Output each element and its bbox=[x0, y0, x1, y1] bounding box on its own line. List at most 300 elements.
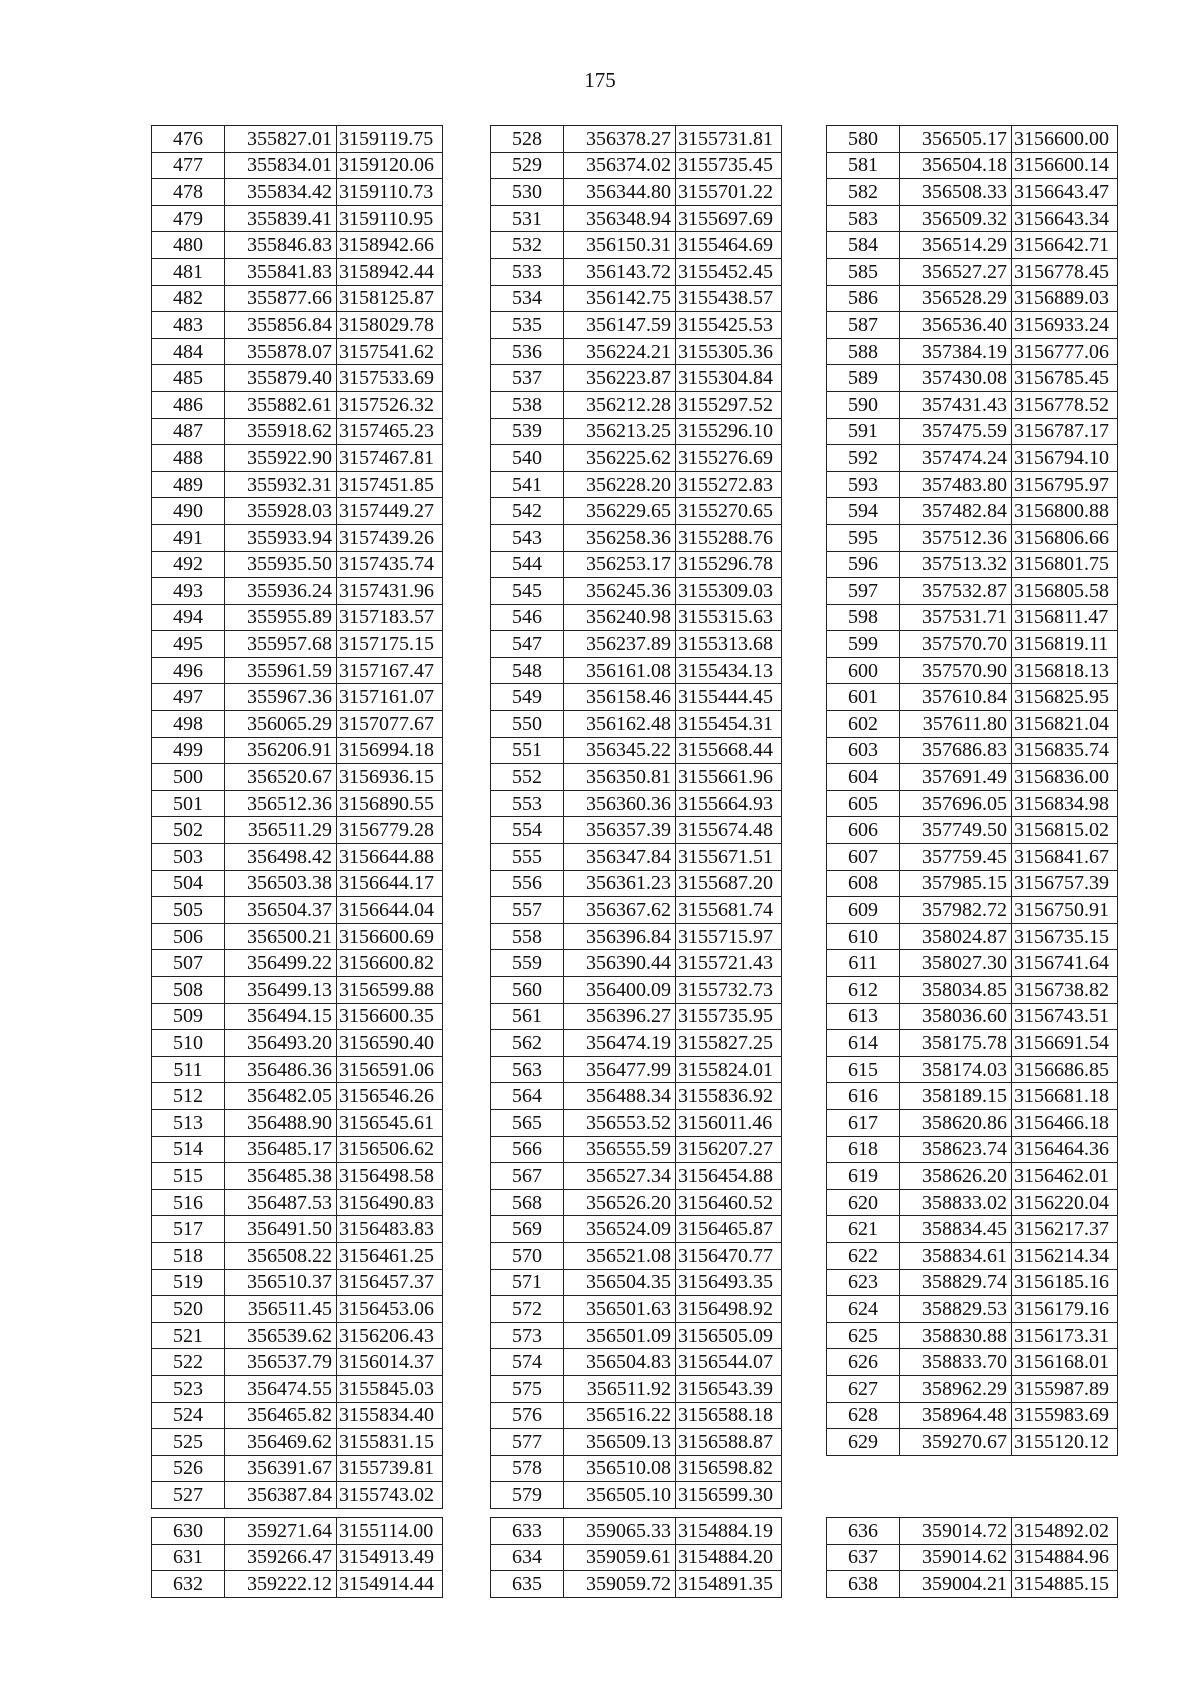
coordinates-table-top-right bbox=[826, 125, 1118, 1456]
point-number-cell: 579 bbox=[491, 1482, 564, 1509]
x-coordinate-cell: 356511.92 bbox=[564, 1375, 676, 1402]
x-coordinate-cell: 356147.59 bbox=[564, 312, 676, 339]
x-coordinate-cell: 356488.90 bbox=[225, 1109, 337, 1136]
x-coordinate-cell: 355933.94 bbox=[225, 524, 337, 551]
point-number-cell: 605 bbox=[827, 790, 900, 817]
point-number-cell: 580 bbox=[827, 126, 900, 153]
x-coordinate-cell: 356357.39 bbox=[564, 817, 676, 844]
point-number-cell: 615 bbox=[827, 1056, 900, 1083]
y-coordinate-cell: 3156598.82 bbox=[676, 1455, 782, 1482]
point-number-cell: 532 bbox=[491, 232, 564, 259]
table-row bbox=[827, 232, 1118, 259]
table-row bbox=[827, 258, 1118, 285]
x-coordinate-cell: 356396.84 bbox=[564, 923, 676, 950]
point-number-cell: 482 bbox=[152, 285, 225, 312]
y-coordinate-cell: 3156546.26 bbox=[337, 1083, 443, 1110]
y-coordinate-cell: 3155731.81 bbox=[676, 126, 782, 153]
table-row bbox=[491, 1322, 782, 1349]
point-number-cell: 531 bbox=[491, 205, 564, 232]
x-coordinate-cell: 358175.78 bbox=[900, 1030, 1012, 1057]
table-row bbox=[491, 126, 782, 153]
x-coordinate-cell: 355922.90 bbox=[225, 445, 337, 472]
table-row bbox=[491, 471, 782, 498]
x-coordinate-cell: 358027.30 bbox=[900, 950, 1012, 977]
x-coordinate-cell: 356494.15 bbox=[225, 1003, 337, 1030]
x-coordinate-cell: 359271.64 bbox=[225, 1518, 337, 1545]
x-coordinate-cell: 356486.36 bbox=[225, 1056, 337, 1083]
point-number-cell: 577 bbox=[491, 1429, 564, 1456]
table-row bbox=[827, 923, 1118, 950]
table-row bbox=[491, 1189, 782, 1216]
y-coordinate-cell: 3156644.04 bbox=[337, 897, 443, 924]
table-row bbox=[491, 817, 782, 844]
x-coordinate-cell: 356526.20 bbox=[564, 1189, 676, 1216]
x-coordinate-cell: 356528.29 bbox=[900, 285, 1012, 312]
x-coordinate-cell: 356391.67 bbox=[225, 1455, 337, 1482]
y-coordinate-cell: 3157451.85 bbox=[337, 471, 443, 498]
point-number-cell: 594 bbox=[827, 498, 900, 525]
point-number-cell: 556 bbox=[491, 870, 564, 897]
table-row bbox=[491, 1269, 782, 1296]
table-row bbox=[152, 285, 443, 312]
y-coordinate-cell: 3156644.88 bbox=[337, 844, 443, 871]
point-number-cell: 514 bbox=[152, 1136, 225, 1163]
y-coordinate-cell: 3155297.52 bbox=[676, 391, 782, 418]
x-coordinate-cell: 358174.03 bbox=[900, 1056, 1012, 1083]
y-coordinate-cell: 3157533.69 bbox=[337, 365, 443, 392]
table-row bbox=[491, 1136, 782, 1163]
y-coordinate-cell: 3156506.62 bbox=[337, 1136, 443, 1163]
x-coordinate-cell: 357475.59 bbox=[900, 418, 1012, 445]
x-coordinate-cell: 356487.53 bbox=[225, 1189, 337, 1216]
y-coordinate-cell: 3157465.23 bbox=[337, 418, 443, 445]
y-coordinate-cell: 3156815.02 bbox=[1012, 817, 1118, 844]
y-coordinate-cell: 3157167.47 bbox=[337, 657, 443, 684]
x-coordinate-cell: 358036.60 bbox=[900, 1003, 1012, 1030]
y-coordinate-cell: 3156777.06 bbox=[1012, 338, 1118, 365]
y-coordinate-cell: 3156681.18 bbox=[1012, 1083, 1118, 1110]
y-coordinate-cell: 3157526.32 bbox=[337, 391, 443, 418]
point-number-cell: 509 bbox=[152, 1003, 225, 1030]
point-number-cell: 526 bbox=[152, 1455, 225, 1482]
x-coordinate-cell: 356539.62 bbox=[225, 1322, 337, 1349]
x-coordinate-cell: 356491.50 bbox=[225, 1216, 337, 1243]
point-number-cell: 570 bbox=[491, 1242, 564, 1269]
y-coordinate-cell: 3155735.45 bbox=[676, 152, 782, 179]
table-row bbox=[152, 1349, 443, 1376]
y-coordinate-cell: 3156505.09 bbox=[676, 1322, 782, 1349]
y-coordinate-cell: 3155834.40 bbox=[337, 1402, 443, 1429]
y-coordinate-cell: 3155739.81 bbox=[337, 1455, 443, 1482]
table-row bbox=[152, 657, 443, 684]
point-number-cell: 633 bbox=[491, 1518, 564, 1545]
y-coordinate-cell: 3156836.00 bbox=[1012, 764, 1118, 791]
x-coordinate-cell: 357610.84 bbox=[900, 684, 1012, 711]
point-number-cell: 544 bbox=[491, 551, 564, 578]
point-number-cell: 618 bbox=[827, 1136, 900, 1163]
x-coordinate-cell: 355846.83 bbox=[225, 232, 337, 259]
table-row bbox=[827, 338, 1118, 365]
point-number-cell: 497 bbox=[152, 684, 225, 711]
y-coordinate-cell: 3156643.34 bbox=[1012, 205, 1118, 232]
coordinates-table-top-middle bbox=[490, 125, 782, 1509]
table-row bbox=[152, 498, 443, 525]
x-coordinate-cell: 357696.05 bbox=[900, 790, 1012, 817]
table-row bbox=[827, 711, 1118, 738]
table-row bbox=[152, 1003, 443, 1030]
point-number-cell: 518 bbox=[152, 1242, 225, 1269]
point-number-cell: 610 bbox=[827, 923, 900, 950]
y-coordinate-cell: 3155668.44 bbox=[676, 737, 782, 764]
x-coordinate-cell: 356361.23 bbox=[564, 870, 676, 897]
table-row bbox=[827, 604, 1118, 631]
table-row bbox=[152, 1242, 443, 1269]
y-coordinate-cell: 3156818.13 bbox=[1012, 657, 1118, 684]
point-number-cell: 578 bbox=[491, 1455, 564, 1482]
point-number-cell: 602 bbox=[827, 711, 900, 738]
y-coordinate-cell: 3156493.35 bbox=[676, 1269, 782, 1296]
x-coordinate-cell: 357384.19 bbox=[900, 338, 1012, 365]
y-coordinate-cell: 3155114.00 bbox=[337, 1518, 443, 1545]
y-coordinate-cell: 3156185.16 bbox=[1012, 1269, 1118, 1296]
table-row bbox=[491, 285, 782, 312]
x-coordinate-cell: 356520.67 bbox=[225, 764, 337, 791]
point-number-cell: 543 bbox=[491, 524, 564, 551]
y-coordinate-cell: 3155983.69 bbox=[1012, 1402, 1118, 1429]
y-coordinate-cell: 3157449.27 bbox=[337, 498, 443, 525]
point-number-cell: 596 bbox=[827, 551, 900, 578]
table-row bbox=[491, 604, 782, 631]
table-row bbox=[827, 418, 1118, 445]
point-number-cell: 551 bbox=[491, 737, 564, 764]
point-number-cell: 523 bbox=[152, 1375, 225, 1402]
x-coordinate-cell: 356485.38 bbox=[225, 1163, 337, 1190]
point-number-cell: 571 bbox=[491, 1269, 564, 1296]
y-coordinate-cell: 3156738.82 bbox=[1012, 977, 1118, 1004]
point-number-cell: 558 bbox=[491, 923, 564, 950]
y-coordinate-cell: 3155836.92 bbox=[676, 1083, 782, 1110]
table-row bbox=[491, 1296, 782, 1323]
y-coordinate-cell: 3154884.19 bbox=[676, 1518, 782, 1545]
x-coordinate-cell: 357749.50 bbox=[900, 817, 1012, 844]
x-coordinate-cell: 356477.99 bbox=[564, 1056, 676, 1083]
x-coordinate-cell: 357482.84 bbox=[900, 498, 1012, 525]
table-row bbox=[152, 471, 443, 498]
point-number-cell: 609 bbox=[827, 897, 900, 924]
y-coordinate-cell: 3156498.58 bbox=[337, 1163, 443, 1190]
table-row bbox=[491, 897, 782, 924]
y-coordinate-cell: 3155315.63 bbox=[676, 604, 782, 631]
y-coordinate-cell: 3156691.54 bbox=[1012, 1030, 1118, 1057]
y-coordinate-cell: 3158942.66 bbox=[337, 232, 443, 259]
x-coordinate-cell: 358829.74 bbox=[900, 1269, 1012, 1296]
y-coordinate-cell: 3158125.87 bbox=[337, 285, 443, 312]
y-coordinate-cell: 3155452.45 bbox=[676, 258, 782, 285]
table-row bbox=[827, 1349, 1118, 1376]
point-number-cell: 503 bbox=[152, 844, 225, 871]
y-coordinate-cell: 3156466.18 bbox=[1012, 1109, 1118, 1136]
y-coordinate-cell: 3156470.77 bbox=[676, 1242, 782, 1269]
x-coordinate-cell: 358834.45 bbox=[900, 1216, 1012, 1243]
table-row bbox=[491, 1482, 782, 1509]
x-coordinate-cell: 356537.79 bbox=[225, 1349, 337, 1376]
x-coordinate-cell: 356488.34 bbox=[564, 1083, 676, 1110]
y-coordinate-cell: 3156498.92 bbox=[676, 1296, 782, 1323]
x-coordinate-cell: 355935.50 bbox=[225, 551, 337, 578]
y-coordinate-cell: 3155743.02 bbox=[337, 1482, 443, 1509]
point-number-cell: 630 bbox=[152, 1518, 225, 1545]
y-coordinate-cell: 3156800.88 bbox=[1012, 498, 1118, 525]
table-row bbox=[827, 445, 1118, 472]
point-number-cell: 479 bbox=[152, 205, 225, 232]
coordinates-table-bottom-left bbox=[151, 1517, 443, 1598]
point-number-cell: 547 bbox=[491, 631, 564, 658]
table-row bbox=[491, 1056, 782, 1083]
point-number-cell: 576 bbox=[491, 1402, 564, 1429]
table-row bbox=[491, 1571, 782, 1598]
y-coordinate-cell: 3156644.17 bbox=[337, 870, 443, 897]
point-number-cell: 553 bbox=[491, 790, 564, 817]
table-row bbox=[152, 870, 443, 897]
point-number-cell: 483 bbox=[152, 312, 225, 339]
y-coordinate-cell: 3156490.83 bbox=[337, 1189, 443, 1216]
x-coordinate-cell: 355827.01 bbox=[225, 126, 337, 153]
table-row bbox=[152, 817, 443, 844]
table-row bbox=[152, 1269, 443, 1296]
table-row bbox=[827, 870, 1118, 897]
point-number-cell: 626 bbox=[827, 1349, 900, 1376]
table-row bbox=[152, 1544, 443, 1571]
x-coordinate-cell: 357759.45 bbox=[900, 844, 1012, 871]
table-row bbox=[491, 764, 782, 791]
y-coordinate-cell: 3158029.78 bbox=[337, 312, 443, 339]
table-row bbox=[152, 1322, 443, 1349]
x-coordinate-cell: 359270.67 bbox=[900, 1429, 1012, 1456]
point-number-cell: 513 bbox=[152, 1109, 225, 1136]
point-number-cell: 511 bbox=[152, 1056, 225, 1083]
x-coordinate-cell: 356504.37 bbox=[225, 897, 337, 924]
table-row bbox=[491, 790, 782, 817]
x-coordinate-cell: 356504.18 bbox=[900, 152, 1012, 179]
table-row bbox=[152, 1571, 443, 1598]
point-number-cell: 554 bbox=[491, 817, 564, 844]
y-coordinate-cell: 3156483.83 bbox=[337, 1216, 443, 1243]
x-coordinate-cell: 356505.17 bbox=[900, 126, 1012, 153]
y-coordinate-cell: 3156207.27 bbox=[676, 1136, 782, 1163]
x-coordinate-cell: 358830.88 bbox=[900, 1322, 1012, 1349]
table-row bbox=[827, 1242, 1118, 1269]
point-number-cell: 616 bbox=[827, 1083, 900, 1110]
x-coordinate-cell: 356474.19 bbox=[564, 1030, 676, 1057]
table-row bbox=[152, 684, 443, 711]
x-coordinate-cell: 359222.12 bbox=[225, 1571, 337, 1598]
table-row bbox=[491, 1030, 782, 1057]
point-number-cell: 536 bbox=[491, 338, 564, 365]
x-coordinate-cell: 356536.40 bbox=[900, 312, 1012, 339]
x-coordinate-cell: 359065.33 bbox=[564, 1518, 676, 1545]
y-coordinate-cell: 3156841.67 bbox=[1012, 844, 1118, 871]
point-number-cell: 501 bbox=[152, 790, 225, 817]
table-row bbox=[491, 232, 782, 259]
x-coordinate-cell: 356527.27 bbox=[900, 258, 1012, 285]
table-row bbox=[827, 524, 1118, 551]
x-coordinate-cell: 356344.80 bbox=[564, 179, 676, 206]
x-coordinate-cell: 356225.62 bbox=[564, 445, 676, 472]
x-coordinate-cell: 356508.33 bbox=[900, 179, 1012, 206]
x-coordinate-cell: 356499.22 bbox=[225, 950, 337, 977]
point-number-cell: 592 bbox=[827, 445, 900, 472]
table-row bbox=[491, 844, 782, 871]
table-row bbox=[152, 897, 443, 924]
point-number-cell: 508 bbox=[152, 977, 225, 1004]
x-coordinate-cell: 356509.13 bbox=[564, 1429, 676, 1456]
x-coordinate-cell: 355882.61 bbox=[225, 391, 337, 418]
point-number-cell: 620 bbox=[827, 1189, 900, 1216]
x-coordinate-cell: 357691.49 bbox=[900, 764, 1012, 791]
y-coordinate-cell: 3155434.13 bbox=[676, 657, 782, 684]
y-coordinate-cell: 3156465.87 bbox=[676, 1216, 782, 1243]
point-number-cell: 623 bbox=[827, 1269, 900, 1296]
table-row bbox=[827, 312, 1118, 339]
table-row bbox=[152, 524, 443, 551]
point-number-cell: 629 bbox=[827, 1429, 900, 1456]
x-coordinate-cell: 359004.21 bbox=[900, 1571, 1012, 1598]
y-coordinate-cell: 3156011.46 bbox=[676, 1109, 782, 1136]
coordinates-table-bottom-right bbox=[826, 1517, 1118, 1598]
point-number-cell: 621 bbox=[827, 1216, 900, 1243]
point-number-cell: 534 bbox=[491, 285, 564, 312]
point-number-cell: 539 bbox=[491, 418, 564, 445]
table-row bbox=[152, 1429, 443, 1456]
table-row bbox=[152, 737, 443, 764]
point-number-cell: 493 bbox=[152, 578, 225, 605]
point-number-cell: 593 bbox=[827, 471, 900, 498]
table-row bbox=[491, 1429, 782, 1456]
table-row bbox=[827, 737, 1118, 764]
table-row bbox=[827, 631, 1118, 658]
y-coordinate-cell: 3156805.58 bbox=[1012, 578, 1118, 605]
point-number-cell: 495 bbox=[152, 631, 225, 658]
table-row bbox=[491, 338, 782, 365]
table-row bbox=[152, 1189, 443, 1216]
table-row bbox=[491, 1216, 782, 1243]
table-row bbox=[491, 1242, 782, 1269]
y-coordinate-cell: 3154914.44 bbox=[337, 1571, 443, 1598]
point-number-cell: 573 bbox=[491, 1322, 564, 1349]
point-number-cell: 484 bbox=[152, 338, 225, 365]
x-coordinate-cell: 357611.80 bbox=[900, 711, 1012, 738]
point-number-cell: 582 bbox=[827, 179, 900, 206]
point-number-cell: 635 bbox=[491, 1571, 564, 1598]
table-row bbox=[491, 578, 782, 605]
x-coordinate-cell: 355834.42 bbox=[225, 179, 337, 206]
point-number-cell: 485 bbox=[152, 365, 225, 392]
point-number-cell: 499 bbox=[152, 737, 225, 764]
x-coordinate-cell: 357982.72 bbox=[900, 897, 1012, 924]
y-coordinate-cell: 3156588.87 bbox=[676, 1429, 782, 1456]
point-number-cell: 586 bbox=[827, 285, 900, 312]
point-number-cell: 490 bbox=[152, 498, 225, 525]
x-coordinate-cell: 357431.43 bbox=[900, 391, 1012, 418]
x-coordinate-cell: 358962.29 bbox=[900, 1375, 1012, 1402]
x-coordinate-cell: 356465.82 bbox=[225, 1402, 337, 1429]
y-coordinate-cell: 3156220.04 bbox=[1012, 1189, 1118, 1216]
x-coordinate-cell: 356390.44 bbox=[564, 950, 676, 977]
x-coordinate-cell: 356223.87 bbox=[564, 365, 676, 392]
x-coordinate-cell: 356527.34 bbox=[564, 1163, 676, 1190]
point-number-cell: 555 bbox=[491, 844, 564, 871]
x-coordinate-cell: 356143.72 bbox=[564, 258, 676, 285]
x-coordinate-cell: 356161.08 bbox=[564, 657, 676, 684]
table-row bbox=[491, 551, 782, 578]
point-number-cell: 603 bbox=[827, 737, 900, 764]
y-coordinate-cell: 3156588.18 bbox=[676, 1402, 782, 1429]
y-coordinate-cell: 3156787.17 bbox=[1012, 418, 1118, 445]
y-coordinate-cell: 3155664.93 bbox=[676, 790, 782, 817]
y-coordinate-cell: 3156785.45 bbox=[1012, 365, 1118, 392]
table-row bbox=[491, 445, 782, 472]
point-number-cell: 500 bbox=[152, 764, 225, 791]
y-coordinate-cell: 3155687.20 bbox=[676, 870, 782, 897]
y-coordinate-cell: 3155270.65 bbox=[676, 498, 782, 525]
y-coordinate-cell: 3155735.95 bbox=[676, 1003, 782, 1030]
table-row bbox=[152, 232, 443, 259]
x-coordinate-cell: 356347.84 bbox=[564, 844, 676, 871]
x-coordinate-cell: 356512.36 bbox=[225, 790, 337, 817]
point-number-cell: 584 bbox=[827, 232, 900, 259]
x-coordinate-cell: 358623.74 bbox=[900, 1136, 1012, 1163]
point-number-cell: 627 bbox=[827, 1375, 900, 1402]
point-number-cell: 525 bbox=[152, 1429, 225, 1456]
point-number-cell: 488 bbox=[152, 445, 225, 472]
x-coordinate-cell: 357532.87 bbox=[900, 578, 1012, 605]
table-row bbox=[491, 737, 782, 764]
x-coordinate-cell: 356516.22 bbox=[564, 1402, 676, 1429]
point-number-cell: 624 bbox=[827, 1296, 900, 1323]
y-coordinate-cell: 3156889.03 bbox=[1012, 285, 1118, 312]
point-number-cell: 597 bbox=[827, 578, 900, 605]
point-number-cell: 617 bbox=[827, 1109, 900, 1136]
y-coordinate-cell: 3156743.51 bbox=[1012, 1003, 1118, 1030]
y-coordinate-cell: 3156545.61 bbox=[337, 1109, 443, 1136]
table-row bbox=[152, 551, 443, 578]
y-coordinate-cell: 3156933.24 bbox=[1012, 312, 1118, 339]
table-row bbox=[827, 1518, 1118, 1545]
table-row bbox=[827, 897, 1118, 924]
x-coordinate-cell: 357474.24 bbox=[900, 445, 1012, 472]
table-row bbox=[827, 1136, 1118, 1163]
y-coordinate-cell: 3155276.69 bbox=[676, 445, 782, 472]
x-coordinate-cell: 355932.31 bbox=[225, 471, 337, 498]
y-coordinate-cell: 3157077.67 bbox=[337, 711, 443, 738]
table-row bbox=[827, 817, 1118, 844]
x-coordinate-cell: 356482.05 bbox=[225, 1083, 337, 1110]
y-coordinate-cell: 3155454.31 bbox=[676, 711, 782, 738]
y-coordinate-cell: 3156735.15 bbox=[1012, 923, 1118, 950]
point-number-cell: 567 bbox=[491, 1163, 564, 1190]
table-row bbox=[152, 790, 443, 817]
y-coordinate-cell: 3156643.47 bbox=[1012, 179, 1118, 206]
x-coordinate-cell: 356237.89 bbox=[564, 631, 676, 658]
y-coordinate-cell: 3156600.00 bbox=[1012, 126, 1118, 153]
table-row bbox=[827, 977, 1118, 1004]
x-coordinate-cell: 358024.87 bbox=[900, 923, 1012, 950]
table-row bbox=[152, 578, 443, 605]
y-coordinate-cell: 3156795.97 bbox=[1012, 471, 1118, 498]
point-number-cell: 540 bbox=[491, 445, 564, 472]
point-number-cell: 568 bbox=[491, 1189, 564, 1216]
x-coordinate-cell: 356367.62 bbox=[564, 897, 676, 924]
